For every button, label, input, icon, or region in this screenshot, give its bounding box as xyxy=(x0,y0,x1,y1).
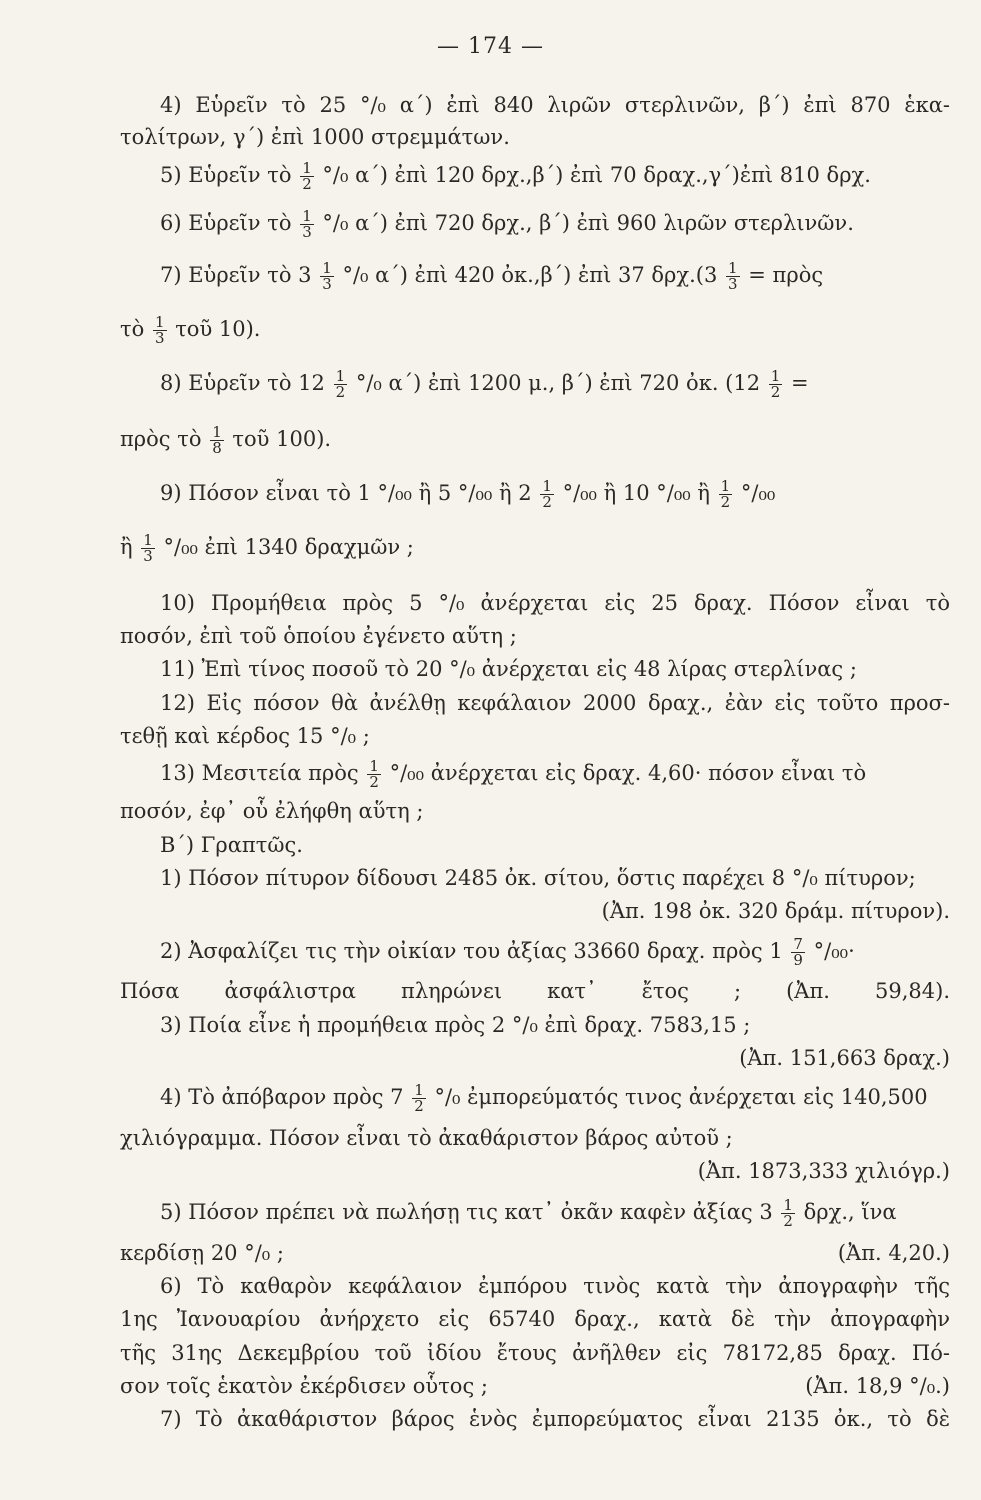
written-6-line-1: 6) Τὸ καθαρὸν κεφάλαιον ἐμπόρου τινὸς κατὰ τὴν ἀπογραφὴν τῆς xyxy=(160,1274,950,1298)
written-3-question: 3) Ποία εἶνε ἡ προμήθεια πρὸς 2 °/₀ ἐπὶ δραχ. 7583,15 ; xyxy=(160,1013,751,1037)
exercise-8-line-1: 8) Εὑρεῖν τὸ 12 $\frac{1}{2}$ °/₀ α΄) ἐπὶ 1200 μ., β΄) ἐπὶ 720 ὀκ. (12 $\frac{1}{2}$ = xyxy=(160,367,809,400)
fraction-third: $\frac{1}{3}$ xyxy=(143,531,153,564)
fraction-half: $\frac{1}{2}$ xyxy=(770,367,781,400)
exercise-13-line-2: ποσόν, ἐφ᾽ οὗ ἐλήφθη αὕτη ; xyxy=(120,799,424,823)
written-4-answer: (Ἀπ. 1873,333 χιλιόγρ.) xyxy=(697,1159,950,1183)
fraction-half: $\frac{1}{2}$ xyxy=(414,1081,424,1114)
written-2-question: 2) Ἀσφαλίζει τις τὴν οἰκίαν του ἀξίας 33660 δραχ. πρὸς 1 $\frac{7}{9}$ °/₀₀· xyxy=(160,935,855,968)
written-6-line-3: τῆς 31ης Δεκεμβρίου τοῦ ἰδίου ἔτους ἀνῆλθεν εἰς 78172,85 δραχ. Πό- xyxy=(120,1341,950,1365)
exercise-11: 11) Ἐπὶ τίνος ποσοῦ τὸ 20 °/₀ ἀνέρχεται εἰς 48 λίρας στερλίνας ; xyxy=(160,657,857,681)
exercise-10-line-2: ποσόν, ἐπὶ τοῦ ὁποίου ἐγένετο αὕτη ; xyxy=(120,624,517,648)
fraction-half: $\frac{1}{2}$ xyxy=(369,757,379,790)
fraction-third: $\frac{1}{3}$ xyxy=(154,313,165,346)
fraction-half: $\frac{1}{2}$ xyxy=(542,477,552,510)
exercise-13-line-1: 13) Μεσιτεία πρὸς $\frac{1}{2}$ °/₀₀ ἀνέρχεται εἰς δραχ. 4,60· πόσον εἶναι τὸ xyxy=(160,757,867,790)
exercise-8-line-2: πρὸς τὸ $\frac{1}{8}$ τοῦ 100). xyxy=(120,423,332,456)
exercise-7-line-1: 7) Εὑρεῖν τὸ 3 $\frac{1}{3}$ °/₀ α΄) ἐπὶ 420 ὀκ.,β΄) ἐπὶ 37 δρχ.(3 $\frac{1}{3}$ = πρὸς xyxy=(160,259,824,292)
fraction-third: $\frac{1}{3}$ xyxy=(728,259,738,292)
exercise-9-line-2: ἢ $\frac{1}{3}$ °/₀₀ ἐπὶ 1340 δραχμῶν ; xyxy=(120,531,414,564)
exercise-7-line-2: τὸ $\frac{1}{3}$ τοῦ 10). xyxy=(120,313,261,346)
written-6-line-2: 1ης Ἰανουαρίου ἀνήρχετο εἰς 65740 δραχ., κατὰ δὲ τὴν ἀπογραφὴν xyxy=(120,1307,950,1331)
written-1-question: 1) Πόσον πίτυρον δίδουσι 2485 ὀκ. σίτου, ὅστις παρέχει 8 °/₀ πίτυρον; xyxy=(160,866,916,890)
exercise-12-line-1: 12) Εἰς πόσον θὰ ἀνέλθῃ κεφάλαιον 2000 δραχ., ἐὰν εἰς τοῦτο προσ- xyxy=(160,691,950,715)
exercise-4-line-1: 4) Εὑρεῖν τὸ 25 °/₀ α΄) ἐπὶ 840 λιρῶν στερλινῶν, β΄) ἐπὶ 870 ἑκα- xyxy=(160,93,950,117)
written-6-answer: (Ἀπ. 18,9 °/₀.) xyxy=(805,1374,950,1398)
written-4-question: 4) Τὸ ἀπόβαρον πρὸς 7 $\frac{1}{2}$ °/₀ ἐμπορεύματός τινος ἀνέρχεται εἰς 140,500 xyxy=(160,1081,928,1114)
exercise-5: 5) Εὑρεῖν τὸ $\frac{1}{2}$ °/₀ α΄) ἐπὶ 120 δρχ.,β΄) ἐπὶ 70 δραχ.,γ΄)ἐπὶ 810 δρχ. xyxy=(160,159,871,192)
exercise-9-line-1: 9) Πόσον εἶναι τὸ 1 °/₀₀ ἢ 5 °/₀₀ ἢ 2 $\frac{1}{2}$ °/₀₀ ἢ 10 °/₀₀ ἢ $\frac{1}{2}$ °/₀₀ xyxy=(160,477,776,510)
fraction-eighth: $\frac{1}{8}$ xyxy=(212,423,222,456)
written-7-line-1: 7) Τὸ ἀκαθάριστον βάρος ἑνὸς ἐμπορεύματος εἶναι 2135 ὀκ., τὸ δὲ xyxy=(160,1407,950,1431)
fraction-seven-ninths: $\frac{7}{9}$ xyxy=(793,935,803,968)
written-3-answer: (Ἀπ. 151,663 δραχ.) xyxy=(739,1046,950,1070)
exercise-10-line-1: 10) Προμήθεια πρὸς 5 °/₀ ἀνέρχεται εἰς 25 δραχ. Πόσον εἶναι τὸ xyxy=(160,591,950,615)
fraction-half: $\frac{1}{2}$ xyxy=(783,1196,793,1229)
written-1-answer: (Ἀπ. 198 ὀκ. 320 δράμ. πίτυρον). xyxy=(601,899,950,923)
written-2-answer: Πόσα ἀσφάλιστρα πληρώνει κατ᾽ ἔτος ; (Ἀπ. 59,84). xyxy=(120,979,950,1003)
fraction-third: $\frac{1}{3}$ xyxy=(302,207,312,240)
written-5-question-2: κερδίσῃ 20 °/₀ ; (Ἀπ. 4,20.) xyxy=(120,1236,950,1270)
fraction-third: $\frac{1}{3}$ xyxy=(322,259,332,292)
written-4-question-2: χιλιόγραμμα. Πόσον εἶναι τὸ ἀκαθάριστον βάρος αὐτοῦ ; xyxy=(120,1126,733,1150)
fraction-half: $\frac{1}{2}$ xyxy=(335,367,346,400)
written-6-line-4: σον τοῖς ἑκατὸν ἐκέρδισεν οὗτος ; (Ἀπ. 18,9 °/₀.) xyxy=(120,1369,950,1403)
exercise-12-line-2: τεθῇ καὶ κέρδος 15 °/₀ ; xyxy=(120,724,370,748)
page-number: — 174 — xyxy=(437,34,544,59)
fraction-half: $\frac{1}{2}$ xyxy=(302,159,312,192)
section-heading-written: Β΄) Γραπτῶς. xyxy=(160,833,303,857)
written-5-question: 5) Πόσον πρέπει νὰ πωλήσῃ τις κατ᾽ ὀκᾶν καφὲν ἀξίας 3 $\frac{1}{2}$ δρχ., ἵνα xyxy=(160,1196,897,1229)
fraction-half: $\frac{1}{2}$ xyxy=(720,477,731,510)
written-5-answer: (Ἀπ. 4,20.) xyxy=(837,1241,950,1265)
exercise-6: 6) Εὑρεῖν τὸ $\frac{1}{3}$ °/₀ α΄) ἐπὶ 720 δρχ., β΄) ἐπὶ 960 λιρῶν στερλινῶν. xyxy=(160,207,854,240)
exercise-4-line-2: τολίτρων, γ΄) ἐπὶ 1000 στρεμμάτων. xyxy=(120,125,510,149)
